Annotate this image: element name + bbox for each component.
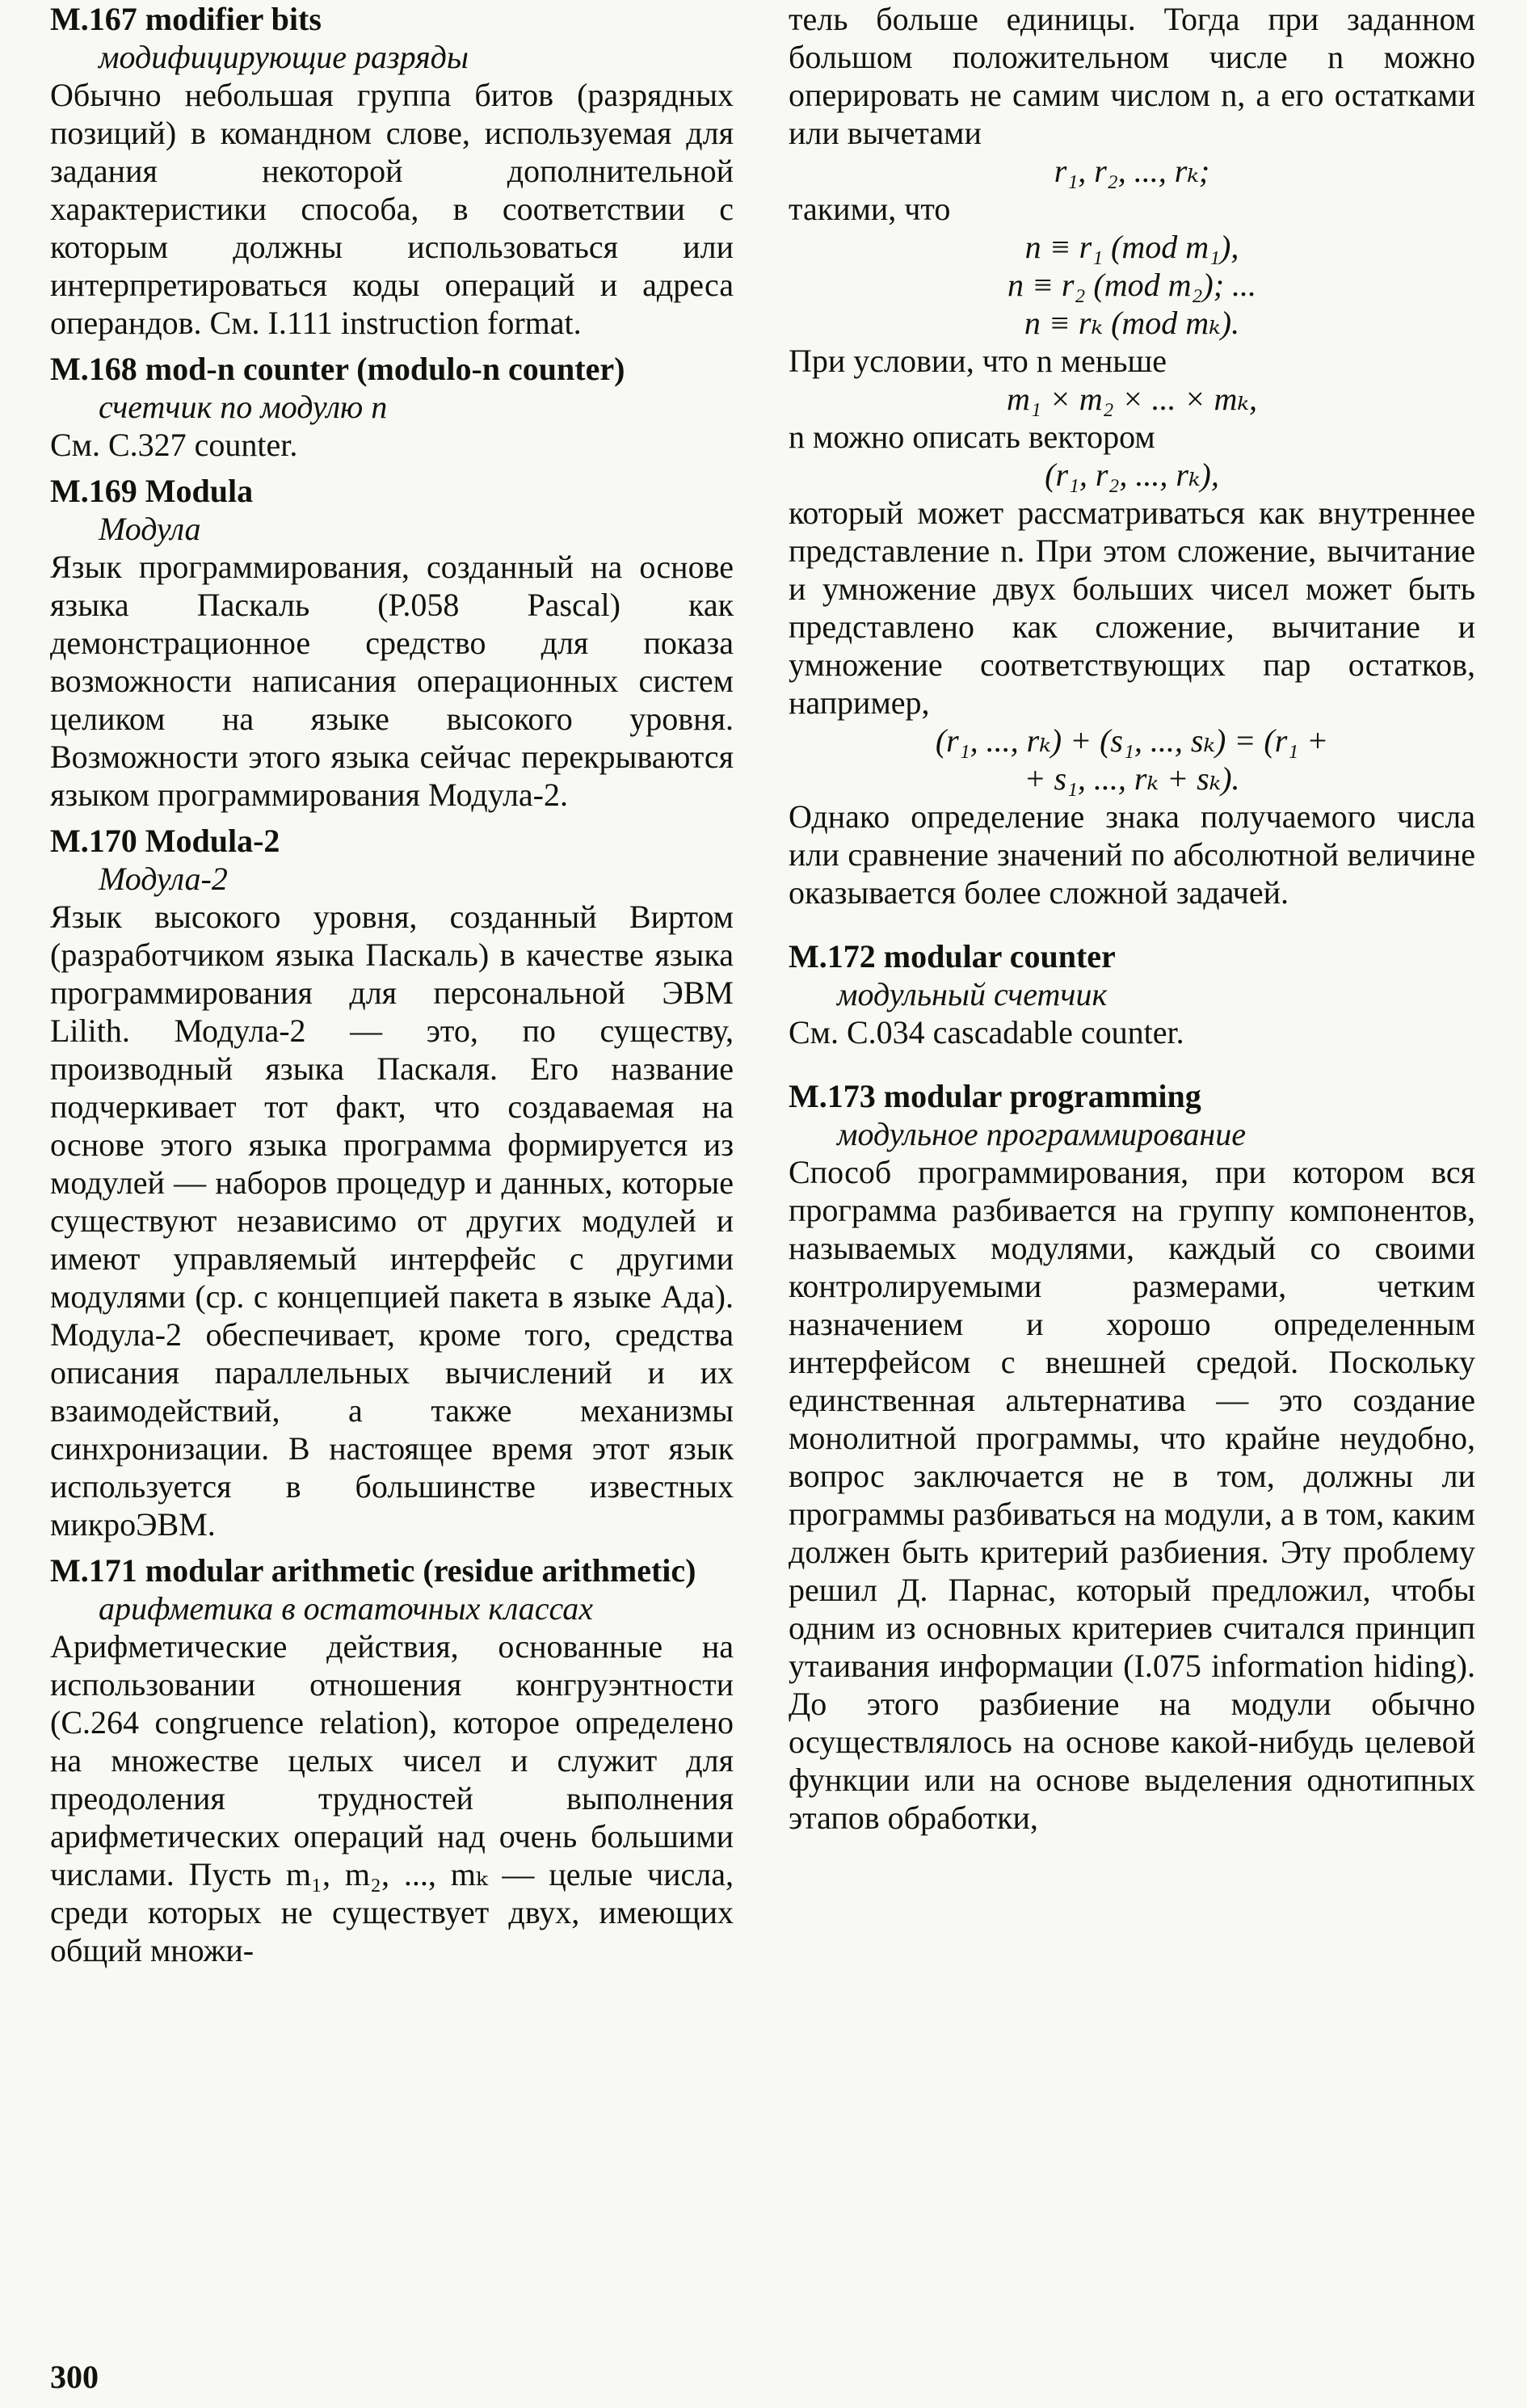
- formula-congruence-2: n ≡ r₂ (mod m₂); ...: [1007, 267, 1257, 303]
- right-column: [789, 0, 1475, 1837]
- entry-title: M.169 Modula: [50, 473, 254, 509]
- formula-residues: r₁, r₂, ..., rₖ;: [1054, 153, 1210, 189]
- entry-translation: арифметика в остаточных классах: [99, 1590, 594, 1627]
- entry-text: Обычно небольшая группа битов (разрядных позиций) в командном слове, используемая для задания некоторой дополнительной характеристики способа, в соответствии с которым должны использоваться или интерпретироваться коды операций и адреса операндов. См. I.111 instruction format.: [50, 77, 734, 341]
- entry-m172: [789, 937, 1475, 1051]
- entry-text: такими, что: [789, 191, 951, 227]
- entry-title: M.168 mod-n counter (modulo-n counter): [50, 351, 625, 387]
- formula-vector: (r₁, r₂, ..., rₖ),: [1045, 457, 1219, 493]
- entry-translation: Модула: [99, 511, 201, 547]
- formula-product: m₁ × m₂ × ... × mₖ,: [1006, 381, 1258, 417]
- entry-title: M.172 modular counter: [789, 938, 1116, 975]
- entry-title: M.173 modular programming: [789, 1078, 1201, 1114]
- entry-m171: [50, 1551, 734, 1969]
- entry-text: При условии, что n меньше: [789, 343, 1167, 379]
- entry-translation: модульный счетчик: [837, 976, 1108, 1012]
- entry-text: тель больше единицы. Тогда при заданном большом положительном числе n можно оперировать не самим числом n, а его остатками или вычетами: [789, 1, 1475, 151]
- entry-translation: счетчик по модулю n: [99, 389, 388, 425]
- entry-text: Язык высокого уровня, созданный Виртом (разработчиком языка Паскаль) в качестве языка программирования для персональной ЭВМ Lilith. Модула-2 — это, по существу, производный языка Паскаля. Его название подчеркивает тот факт, что создаваемая на основе этого языка программа формируется из модулей — наборов процедур и данных, которые существуют независимо от других модулей и имеют управляемый интерфейс с другими модулями (ср. с концепцией пакета в языке Ада). Модула-2 обеспечивает, кроме того, средства описания параллельных вычислений и их взаимодействий, а также механизмы синхронизации. В настоящее время этот язык используется в большинстве известных микроЭВМ.: [50, 899, 734, 1543]
- left-column: [50, 0, 734, 1969]
- formula-sum-line2: + s₁, ..., rₖ + sₖ).: [1024, 760, 1240, 797]
- entry-text: См. C.327 counter.: [50, 427, 298, 463]
- entry-translation: Модула-2: [99, 861, 228, 897]
- entry-text: См. C.034 cascadable counter.: [789, 1014, 1184, 1050]
- entry-text: Арифметические действия, основанные на использовании отношения конгруэнтности (C.264 congruence relation), которое определено на множестве целых чисел и служит для преодоления трудностей выполнения арифметических операций над очень большими числами. Пусть m₁, m₂, ..., mₖ — целые числа, среди которых не существует двух, имеющих общий множи-: [50, 1628, 734, 1968]
- entry-m169: [50, 472, 734, 814]
- entry-m171-continued: [789, 0, 1475, 911]
- entry-m168: [50, 350, 734, 464]
- entry-text: Способ программирования, при котором вся программа разбивается на группу компонентов, называемых модулями, каждый со своими контролируемыми размерами, четким назначением и хорошо определенным интерфейсом с внешней средой. Поскольку единственная альтернатива — это создание монолитной программы, что крайне неудобно, вопрос заключается не в том, должны ли программы разбиваться на модули, а в том, каким должен быть критерий разбиения. Эту проблему решил Д. Парнас, который предложил, чтобы одним из основных критериев считался принцип утаивания информации (I.075 information hiding). До этого разбиение на модули обычно осуществлялось на основе какой-нибудь целевой функции или на основе выделения однотипных этапов обработки,: [789, 1154, 1475, 1836]
- entry-text: Однако определение знака получаемого числа или сравнение значений по абсолютной величине оказывается более сложной задачей.: [789, 798, 1475, 911]
- entry-title: M.170 Modula-2: [50, 823, 280, 859]
- page-number: 300: [50, 2359, 99, 2395]
- formula-congruence-k: n ≡ rₖ (mod mₖ).: [1024, 305, 1240, 341]
- entry-translation: модифицирующие разряды: [99, 39, 469, 75]
- formula-sum-line1: (r₁, ..., rₖ) + (s₁, ..., sₖ) = (r₁ +: [935, 722, 1329, 759]
- entry-text: Язык программирования, созданный на основе языка Паскаль (P.058 Pascal) как демонстрационное средство для показа возможности написания операционных систем целиком на языке высокого уровня. Возможности этого языка сейчас перекрываются языком программирования Модула-2.: [50, 549, 734, 813]
- entry-title: M.167 modifier bits: [50, 1, 322, 37]
- entry-title: M.171 modular arithmetic (residue arithmetic): [50, 1552, 696, 1589]
- entry-translation: модульное программирование: [837, 1116, 1246, 1152]
- entry-m167: [50, 0, 734, 342]
- entry-text: n можно описать вектором: [789, 419, 1155, 455]
- entry-m170: [50, 822, 734, 1543]
- formula-congruence-1: n ≡ r₁ (mod m₁),: [1024, 229, 1239, 265]
- entry-text: который может рассматриваться как внутреннее представление n. При этом сложение, вычитание и умножение двух больших чисел может быть представлено как сложение, вычитание и умножение соответствующих пар остатков, например,: [789, 495, 1475, 721]
- entry-m173: [789, 1077, 1475, 1837]
